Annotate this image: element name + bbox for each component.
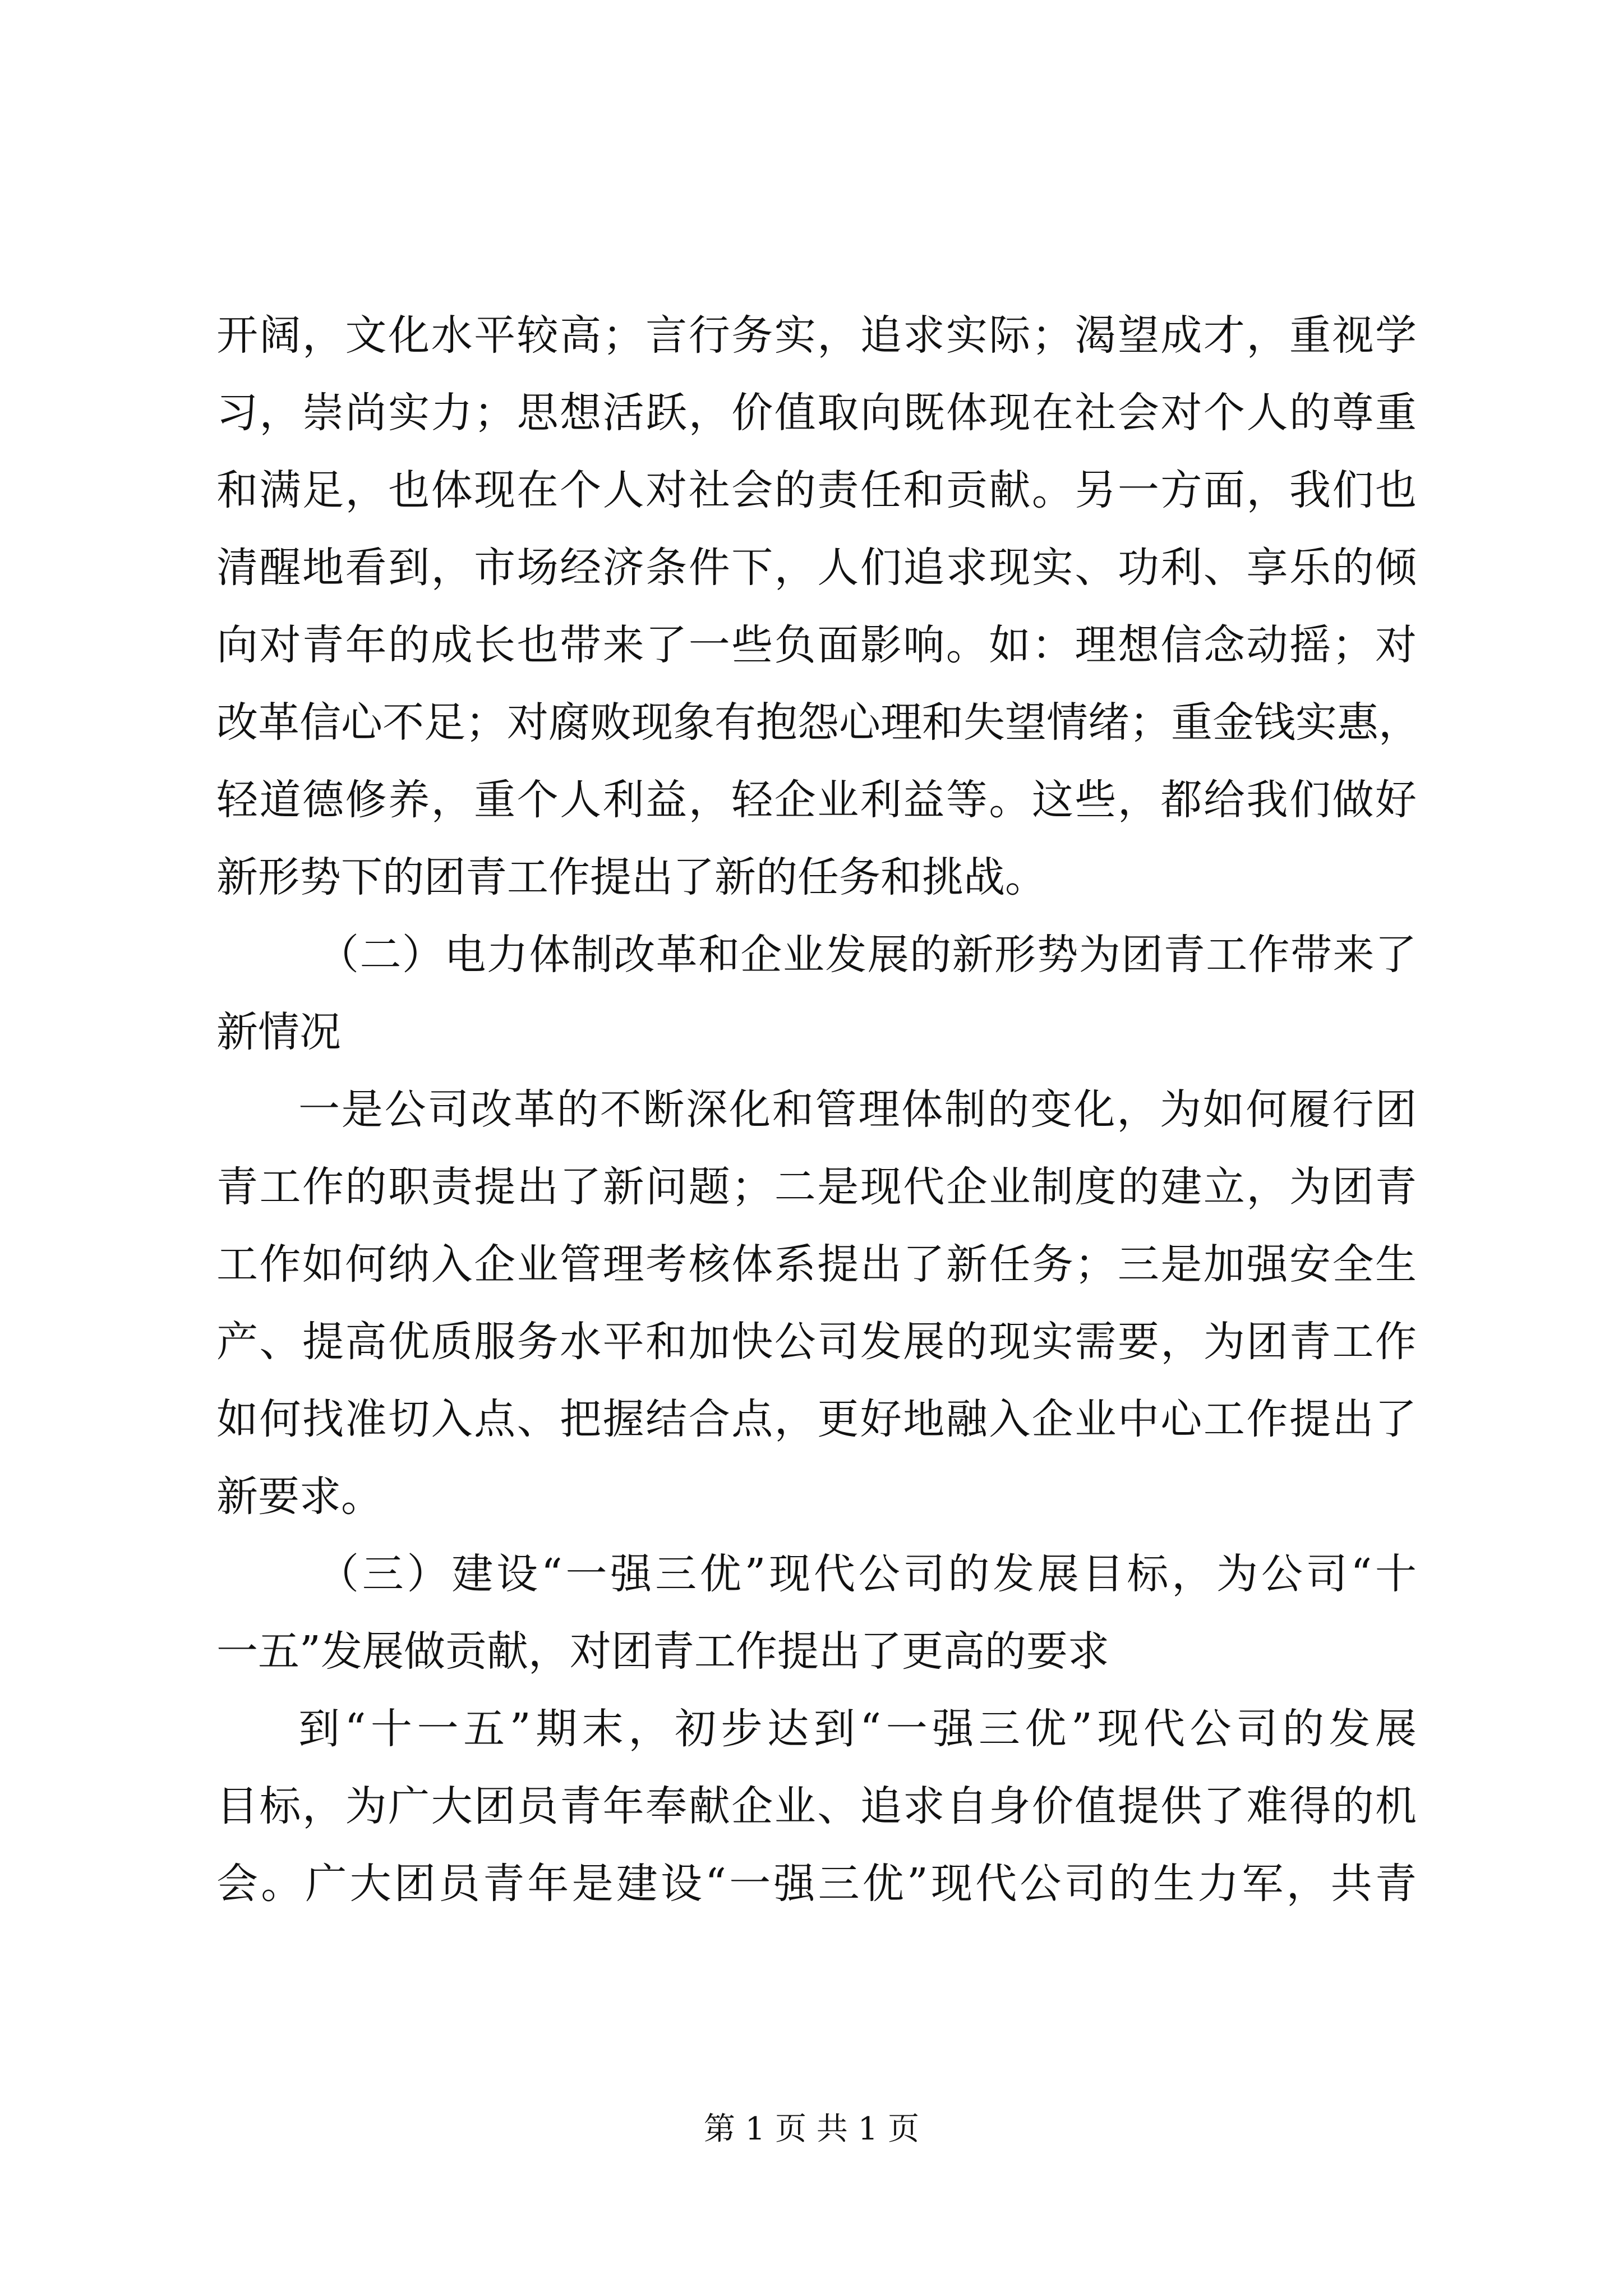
body-line: 会。广大团员青年是建设“一强三优”现代公司的生力军，共青 xyxy=(216,1860,1417,1908)
body-line: 新要求。 xyxy=(216,1473,382,1521)
body-line: 目标，为广大团员青年奉献企业、追求自身价值提供了难得的机 xyxy=(216,1782,1417,1830)
body-line: 如何找准切入点、把握结合点，更好地融入企业中心工作提出了 xyxy=(216,1395,1417,1443)
body-line: 青工作的职责提出了新问题；二是现代企业制度的建立，为团青 xyxy=(216,1163,1417,1211)
body-line: 轻道德修养，重个人利益，轻企业利益等。这些，都给我们做好 xyxy=(216,776,1417,824)
body-line: 改革信心不足；对腐败现象有抱怨心理和失望情绪；重金钱实惠， xyxy=(216,698,1420,747)
body-line: 一是公司改革的不断深化和管理体制的变化，为如何履行团 xyxy=(298,1085,1417,1134)
body-line: 到“十一五”期末，初步达到“一强三优”现代公司的发展 xyxy=(298,1705,1417,1753)
body-line: 和满足，也体现在个人对社会的责任和贡献。另一方面，我们也 xyxy=(216,466,1417,514)
section-heading: 新情况 xyxy=(216,1008,341,1056)
body-line: 向对青年的成长也带来了一些负面影响。如：理想信念动摇；对 xyxy=(216,621,1417,669)
section-heading: （三）建设“一强三优”现代公司的发展目标，为公司“十 xyxy=(317,1550,1417,1598)
body-line: 习，崇尚实力；思想活跃，价值取向既体现在社会对个人的尊重 xyxy=(216,389,1417,437)
section-heading: （二）电力体制改革和企业发展的新形势为团青工作带来了 xyxy=(317,931,1417,979)
body-line: 产、提高优质服务水平和加快公司发展的现实需要，为团青工作 xyxy=(216,1318,1417,1366)
page-footer: 第 1 页 共 1 页 xyxy=(703,2111,920,2147)
section-heading: 一五”发展做贡献，对团青工作提出了更高的要求 xyxy=(216,1627,1109,1676)
body-line: 新形势下的团青工作提出了新的任务和挑战。 xyxy=(216,853,1046,901)
body-line: 工作如何纳入企业管理考核体系提出了新任务；三是加强安全生 xyxy=(216,1240,1417,1289)
body-line: 开阔，文化水平较高；言行务实，追求实际；渴望成才，重视学 xyxy=(216,311,1417,360)
body-line: 清醒地看到，市场经济条件下，人们追求现实、功利、享乐的倾 xyxy=(216,544,1417,592)
